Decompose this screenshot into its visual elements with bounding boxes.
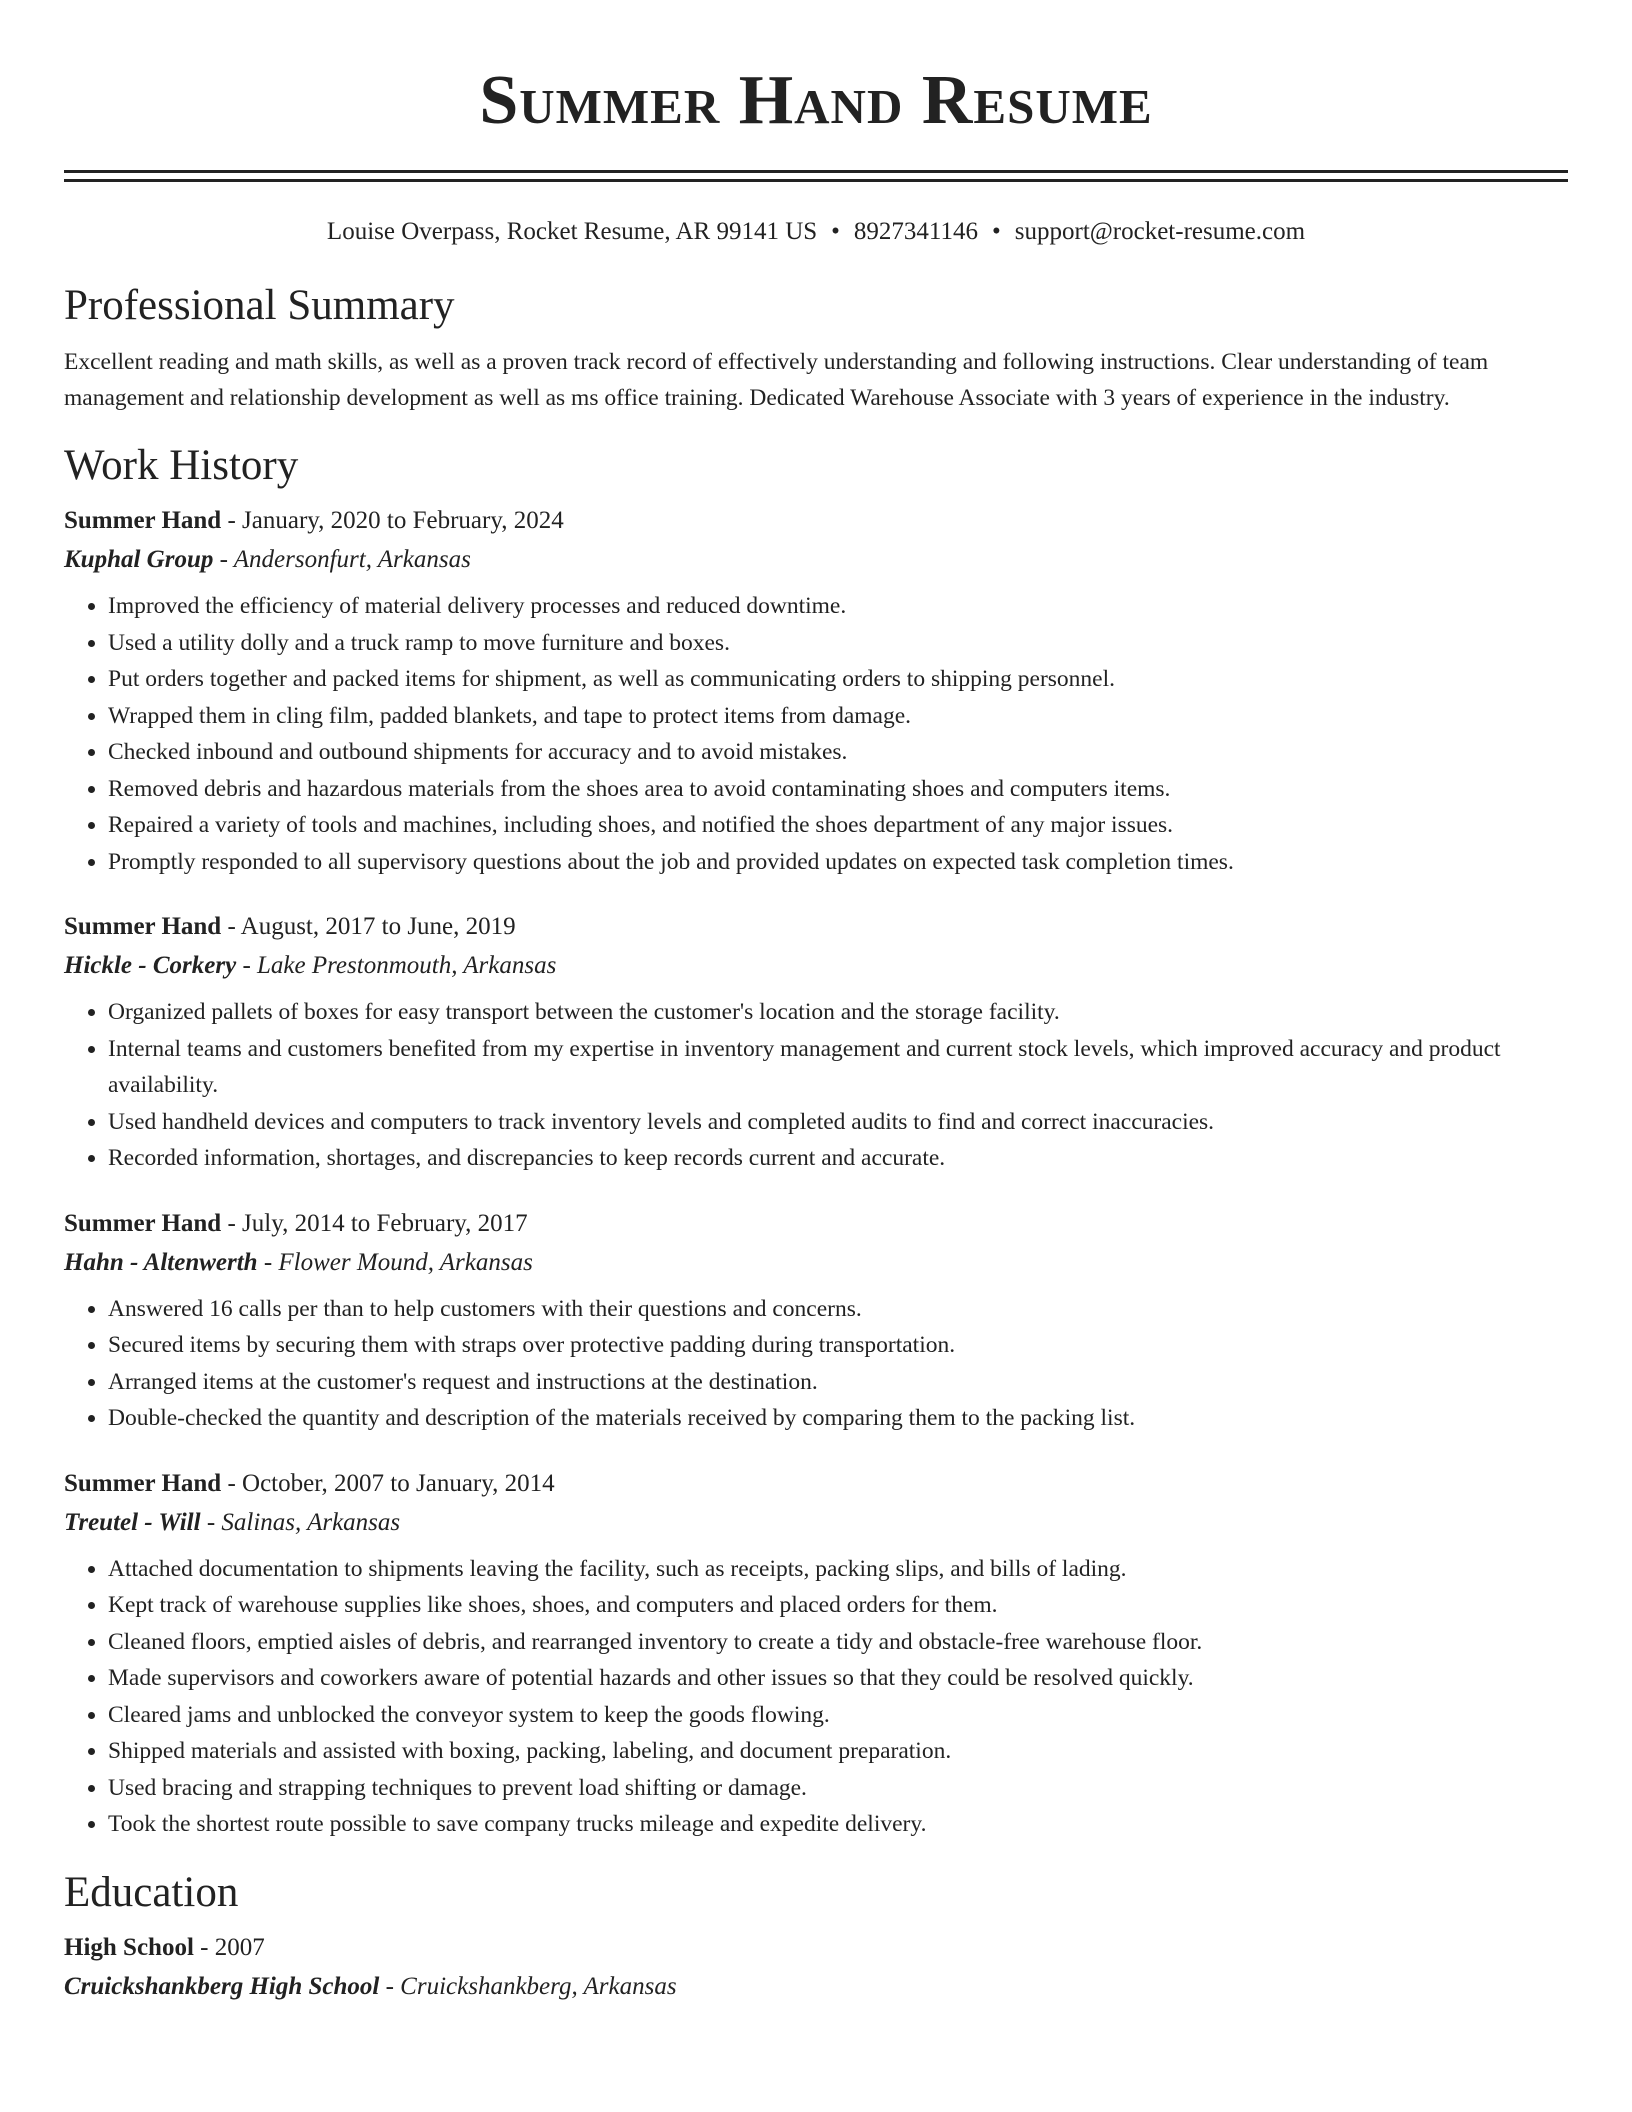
job-bullet: • Secured items by securing them with straps over protective padding during transportation. xyxy=(108,1327,1568,1364)
education-location: - Cruickshankberg, Arkansas xyxy=(385,1972,677,2000)
education-year: - 2007 xyxy=(200,1933,265,1961)
title-rule-top xyxy=(64,170,1568,173)
education-school-line xyxy=(64,1967,1568,2007)
job-bullet: • Improved the efficiency of material delivery processes and reduced downtime. xyxy=(108,588,1568,625)
contact-address: Louise Overpass, Rocket Resume, AR 99141 US xyxy=(326,218,818,245)
education-degree: High School xyxy=(64,1933,194,1961)
job-title-line xyxy=(64,908,1568,946)
education-entry xyxy=(64,1929,1568,2007)
job-location: - Andersonfurt, Arkansas xyxy=(219,546,471,573)
job-title: Summer Hand xyxy=(64,913,222,940)
job-bullet: • Put orders together and packed items for shipment, as well as communicating orders to shipping personnel. xyxy=(108,661,1568,698)
job-bullet: • Repaired a variety of tools and machines, including shoes, and notified the shoes department of any major issues. xyxy=(108,807,1568,844)
job-bullet: • Wrapped them in cling film, padded blankets, and tape to protect items from damage. xyxy=(108,698,1568,735)
job-bullet: • Recorded information, shortages, and discrepancies to keep records current and accurate. xyxy=(108,1140,1568,1177)
job-company-line xyxy=(64,1243,1568,1283)
job-bullet-list xyxy=(64,1291,1568,1437)
summary-text: Excellent reading and math skills, as well as a proven track record of effectively understanding and following instructions. Clear understanding of team management and relationship development as well as ms office training. Dedicated Warehouse Associate with 3 years of experience in the industry. xyxy=(64,349,1489,411)
job-dates: - October, 2007 to January, 2014 xyxy=(227,1469,555,1497)
contact-separator: • xyxy=(831,218,840,245)
job-bullet: • Removed debris and hazardous materials from the shoes area to avoid contaminating shoes and computers items. xyxy=(108,771,1568,808)
job-title-line xyxy=(64,1205,1568,1243)
job-entry xyxy=(64,502,1568,880)
education-heading: Education xyxy=(64,1868,239,1916)
job-title-line xyxy=(64,502,1568,540)
job-bullet: • Used a utility dolly and a truck ramp to move furniture and boxes. xyxy=(108,625,1568,662)
job-title: Summer Hand xyxy=(64,507,222,534)
job-company-line xyxy=(64,946,1568,986)
job-entry xyxy=(64,1205,1568,1437)
job-bullet: • Checked inbound and outbound shipments for accuracy and to avoid mistakes. xyxy=(108,734,1568,771)
job-company: Kuphal Group xyxy=(64,546,214,573)
contact-phone: 8927341146 xyxy=(853,218,978,245)
work-history-list xyxy=(64,502,1568,1843)
job-entry xyxy=(64,1465,1568,1843)
job-bullet: • Made supervisors and coworkers aware of potential hazards and other issues so that they could be resolved quickly. xyxy=(108,1660,1568,1697)
work-history-heading: Work History xyxy=(64,442,299,489)
education-degree-line xyxy=(64,1929,1568,1967)
job-dates: - July, 2014 to February, 2017 xyxy=(227,1209,528,1237)
contact-line xyxy=(64,216,1568,248)
job-bullet-list xyxy=(64,1551,1568,1843)
job-bullet: • Answered 16 calls per than to help customers with their questions and concerns. xyxy=(108,1291,1568,1328)
contact-email: support@rocket-resume.com xyxy=(1014,218,1306,245)
job-bullet: • Used handheld devices and computers to track inventory levels and completed audits to find and correct inaccuracies. xyxy=(108,1104,1568,1141)
job-entry xyxy=(64,908,1568,1177)
job-bullet-list xyxy=(64,588,1568,880)
job-company-line xyxy=(64,540,1568,580)
job-title: Summer Hand xyxy=(64,1209,222,1237)
contact-separator: • xyxy=(992,218,1001,245)
job-company: Treutel - Will xyxy=(64,1508,201,1536)
job-bullet: • Organized pallets of boxes for easy transport between the customer's location and the storage facility. xyxy=(108,994,1568,1031)
job-company-line xyxy=(64,1503,1568,1543)
job-company: Hahn - Altenwerth xyxy=(64,1248,258,1276)
title-rule-bottom xyxy=(64,179,1568,182)
job-bullet: • Arranged items at the customer's request and instructions at the destination. xyxy=(108,1364,1568,1401)
job-bullet: • Shipped materials and assisted with boxing, packing, labeling, and document preparation. xyxy=(108,1733,1568,1770)
job-bullet: • Took the shortest route possible to save company trucks mileage and expedite delivery. xyxy=(108,1806,1568,1843)
job-bullet-list xyxy=(64,994,1568,1177)
job-location: - Lake Prestonmouth, Arkansas xyxy=(242,952,557,979)
job-title-line xyxy=(64,1465,1568,1503)
education-school: Cruickshankberg High School xyxy=(64,1972,380,2000)
job-bullet: • Used bracing and strapping techniques to prevent load shifting or damage. xyxy=(108,1770,1568,1807)
job-bullet: • Cleared jams and unblocked the conveyor system to keep the goods flowing. xyxy=(108,1697,1568,1734)
job-bullet: • Double-checked the quantity and description of the materials received by comparing them to the packing list. xyxy=(108,1400,1568,1437)
job-title: Summer Hand xyxy=(64,1469,222,1497)
job-bullet: • Internal teams and customers benefited from my expertise in inventory management and current stock levels, which improved accuracy and product availability. xyxy=(108,1031,1568,1104)
job-bullet: • Attached documentation to shipments leaving the facility, such as receipts, packing slips, and bills of lading. xyxy=(108,1551,1568,1588)
job-bullet: • Kept track of warehouse supplies like shoes, shoes, and computers and placed orders for them. xyxy=(108,1587,1568,1624)
job-bullet: • Cleaned floors, emptied aisles of debris, and rearranged inventory to create a tidy and obstacle-free warehouse floor. xyxy=(108,1624,1568,1661)
job-location: - Salinas, Arkansas xyxy=(206,1508,401,1536)
job-dates: - August, 2017 to June, 2019 xyxy=(227,913,516,940)
summary-heading: Professional Summary xyxy=(64,282,455,329)
job-dates: - January, 2020 to February, 2024 xyxy=(227,507,564,534)
job-bullet: • Promptly responded to all supervisory questions about the job and provided updates on expected task completion times. xyxy=(108,844,1568,881)
job-location: - Flower Mound, Arkansas xyxy=(263,1248,533,1276)
page-title: Summer Hand Resume xyxy=(479,62,1153,139)
job-company: Hickle - Corkery xyxy=(64,952,237,979)
